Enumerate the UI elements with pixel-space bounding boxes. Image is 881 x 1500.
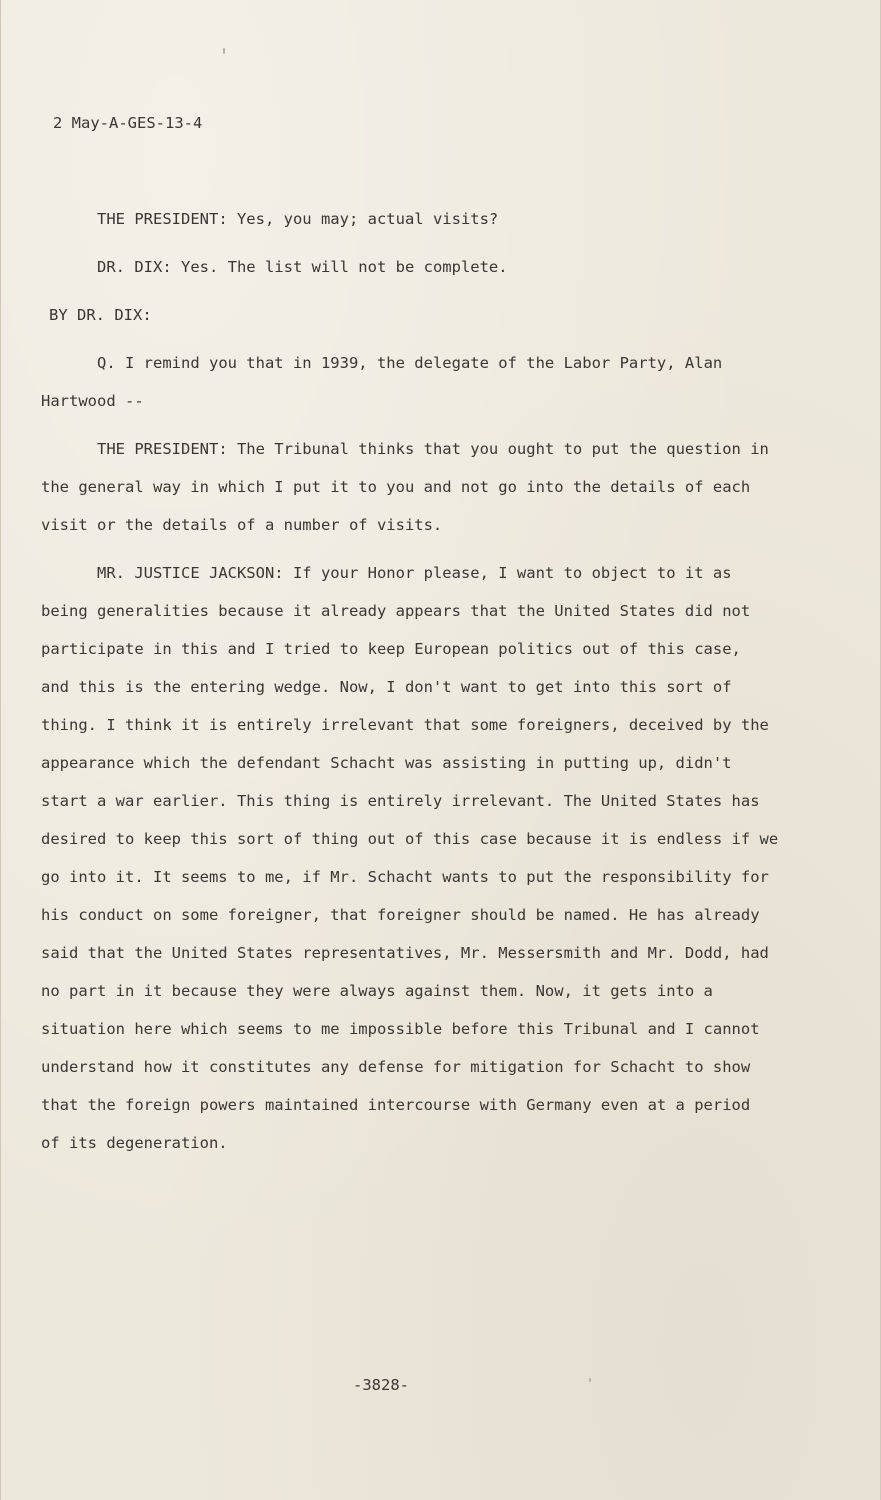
transcript-line: thing. I think it is entirely irrelevant that some foreigners, deceived by the: [41, 716, 769, 734]
transcript-line: and this is the entering wedge. Now, I don't want to get into this sort of: [41, 678, 732, 696]
transcript-line: THE PRESIDENT: Yes, you may; actual visits?: [97, 210, 499, 228]
transcript-line: of its degeneration.: [41, 1134, 228, 1152]
document-code: 2 May-A-GES-13-4: [53, 114, 203, 132]
paper-speck: [223, 48, 225, 54]
transcript-line: go into it. It seems to me, if Mr. Schacht wants to put the responsibility for: [41, 868, 769, 886]
transcript-line: his conduct on some foreigner, that foreigner should be named. He has already: [41, 906, 760, 924]
transcript-line: appearance which the defendant Schacht was assisting in putting up, didn't: [41, 754, 732, 772]
transcript-line: that the foreign powers maintained intercourse with Germany even at a period: [41, 1096, 751, 1114]
transcript-line: being generalities because it already appears that the United States did not: [41, 602, 751, 620]
transcript-line: participate in this and I tried to keep European politics out of this case,: [41, 640, 741, 658]
paper-speck: [589, 1378, 591, 1382]
transcript-line: situation here which seems to me impossible before this Tribunal and I cannot: [41, 1020, 760, 1038]
paragraph-gap: [41, 238, 809, 248]
paragraph-gap: [41, 286, 809, 296]
transcript-line: no part in it because they were always against them. Now, it gets into a: [41, 982, 713, 1000]
transcript-line: DR. DIX: Yes. The list will not be complete.: [97, 258, 508, 276]
transcript-line: said that the United States representatives, Mr. Messersmith and Mr. Dodd, had: [41, 944, 769, 962]
page-number: -3828-: [353, 1376, 409, 1394]
paragraph-gap: [41, 420, 809, 430]
transcript-line: start a war earlier. This thing is entirely irrelevant. The United States has: [41, 792, 760, 810]
transcript-line: Q. I remind you that in 1939, the delegate of the Labor Party, Alan: [97, 354, 723, 372]
transcript-line: desired to keep this sort of thing out of this case because it is endless if we: [41, 830, 779, 848]
paragraph-gap: [41, 334, 809, 344]
transcript-line: Hartwood --: [41, 392, 144, 410]
transcript-line: BY DR. DIX:: [49, 306, 152, 324]
transcript-line: visit or the details of a number of visits.: [41, 516, 443, 534]
transcript-line: THE PRESIDENT: The Tribunal thinks that you ought to put the question in: [97, 440, 769, 458]
transcript-line: understand how it constitutes any defense for mitigation for Schacht to show: [41, 1058, 751, 1076]
transcript-line: the general way in which I put it to you and not go into the details of each: [41, 478, 751, 496]
transcript-line: MR. JUSTICE JACKSON: If your Honor please, I want to object to it as: [97, 564, 732, 582]
transcript-body: [41, 200, 809, 1162]
paragraph-gap: [41, 544, 809, 554]
